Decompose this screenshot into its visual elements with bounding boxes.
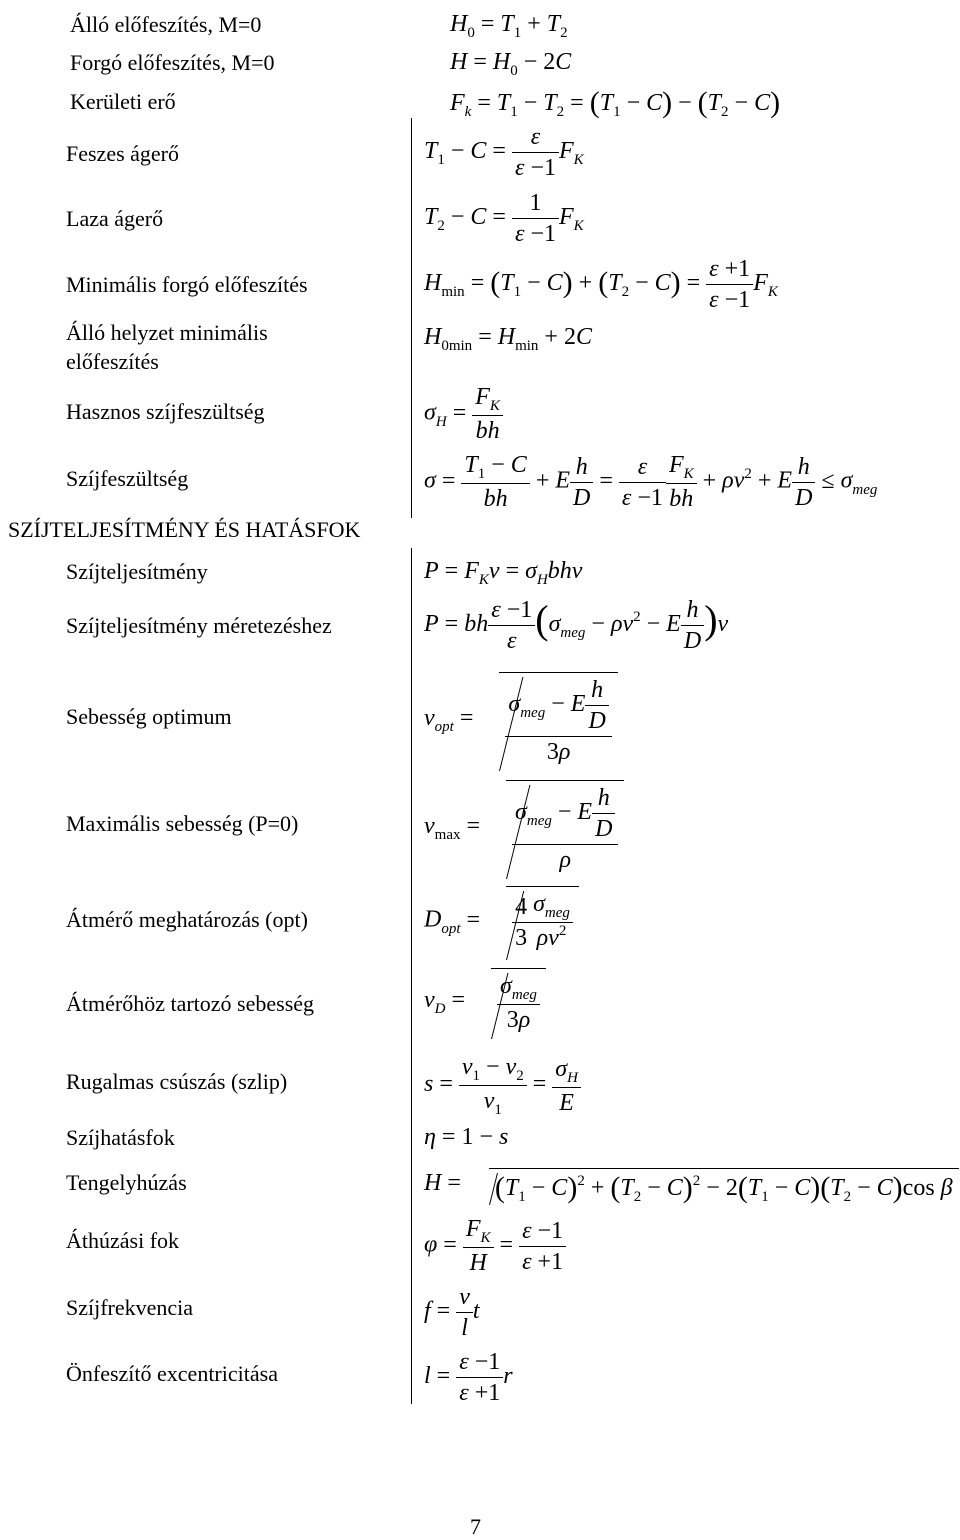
label-forgo-elofeszites: Forgó előfeszítés, M=0 — [70, 50, 275, 75]
formula-vopt: $v_{opt}$ = $\sigma_{meg} - E$ $\frac{h}{D}$ 3ρ — [424, 672, 618, 767]
formula-sigma: σ = $\frac{T_1 - C}{bh}$ + E $\frac{h}{D}$ = $\frac{\varepsilon}{\varepsilon -1}$ $\frac{F_K}{bh}$ + $\rho v^2 + E$ $\frac{h}{D}$ ≤ $\sigma_{meg}$ — [424, 452, 878, 512]
label-allo-elofeszites: Álló előfeszítés, M=0 — [70, 12, 262, 37]
formula-vmax: $v_{max}$ = $\sigma_{meg} - E$ $\frac{h}{D}$ ρ — [424, 780, 624, 875]
column-divider-bottom — [411, 548, 412, 1404]
label-feszes-agero: Feszes ágerő — [66, 141, 180, 166]
label-max-sebesseg: Maximális sebesség (P=0) — [66, 811, 299, 836]
label-onfeszito-excentricitas: Önfeszítő excentricitása — [66, 1361, 278, 1386]
formula-h0: $H_0 = T_1 + T_2$ — [450, 11, 568, 41]
label-laza-agero: Laza ágerő — [66, 206, 164, 231]
formula-p: $P = F_Kv = \sigma_Hbhv$ — [424, 558, 583, 588]
formula-sigma-h: $\sigma_H$ = $\frac{F_K}{bh}$ — [424, 382, 503, 446]
formula-dopt: $D_{opt}$ = $\frac{4}{3}$ $\frac{\sigma_{meg}}{\rho v^2}$ — [424, 886, 579, 956]
label-rugalmas-csuszas: Rugalmas csúszás (szlip) — [66, 1069, 288, 1094]
section-heading: SZÍJTELJESÍTMÉNY ÉS HATÁSFOK — [8, 517, 361, 542]
formula-tengelyhuzas: $H = (T_1 - C)^2 + (T_2 - C)^2 - 2(T_1 - C)(T_2 - C)\cos$ β — [424, 1168, 959, 1201]
page-number: 7 — [470, 1514, 481, 1539]
formula-slip: s = $\frac{v_1 - v_2}{v_1}$ = $\frac{\sigma_H}{E}$ — [424, 1052, 581, 1119]
formula-phi: φ = $\frac{F_K}{H}$ = $\frac{\varepsilon -1}{\varepsilon +1}$ — [424, 1214, 566, 1278]
label-athuzasi-fok: Áthúzási fok — [66, 1228, 180, 1253]
label-sebesseg-optimum: Sebesség optimum — [66, 704, 232, 729]
formula-t2: $T_2 - C$ = $\frac{1}{\varepsilon -1}$ $F_K$ — [424, 190, 584, 247]
formula-eta: η = 1 − s — [424, 1124, 509, 1150]
label-min-forgo-elofeszites: Minimális forgó előfeszítés — [66, 272, 308, 297]
formula-excentricitas: l = $\frac{\varepsilon -1}{\varepsilon +1}$ r — [424, 1349, 513, 1406]
formula-hmin: $H_{min} = (T_1 - C) + (T_2 - C)$ = $\frac{\varepsilon +1}{\varepsilon -1}$ $F_K$ — [424, 256, 778, 313]
formula-frekvencia: f = $\frac{v}{l}$ t — [424, 1284, 480, 1341]
label-atmero-meghatarozas: Átmérő meghatározás (opt) — [66, 907, 308, 932]
label-kerueleti-ero: Kerületi erő — [70, 89, 176, 114]
formula-h0min: $H_{0min} = H_{min} + 2C$ — [424, 324, 592, 354]
formula-vd: $v_D$ = $\frac{\sigma_{meg}}{3\rho}$ — [424, 968, 546, 1035]
label-szijteljesitmeny-meretezes: Szíjteljesítmény méretezéshez — [66, 613, 332, 638]
formula-fk: $F_k = T_1 - T_2 = (T_1 - C) - (T_2 - C)$ — [450, 86, 781, 120]
label-hasznos-szijfeszultseg: Hasznos szíjfeszültség — [66, 399, 265, 424]
label-szijteljesitmeny: Szíjteljesítmény — [66, 559, 208, 584]
label-allo-helyzet-line1: Álló helyzet minimális — [66, 320, 268, 345]
formula-h: $H = H_0 - 2C$ — [450, 49, 572, 79]
column-divider-top — [411, 118, 412, 518]
label-atmerohoz-sebesseg: Átmérőhöz tartozó sebesség — [66, 991, 315, 1016]
label-szijhatasfok: Szíjhatásfok — [66, 1125, 175, 1150]
formula-p-design: P = bh $\frac{\varepsilon -1}{\varepsilon}$ ($\sigma_{meg} - \rho v^2 - E$ $\frac{h}{D}$ )v — [424, 597, 729, 654]
label-szijfrekvencia: Szíjfrekvencia — [66, 1295, 194, 1320]
label-tengelyhuzas: Tengelyhúzás — [66, 1170, 187, 1195]
label-allo-helyzet-line2: előfeszítés — [66, 349, 159, 374]
label-szijfeszultseg: Szíjfeszültség — [66, 466, 189, 491]
formula-t1: $T_1 - C$ = $\frac{\varepsilon}{\varepsilon -1}$ $F_K$ — [424, 124, 584, 181]
